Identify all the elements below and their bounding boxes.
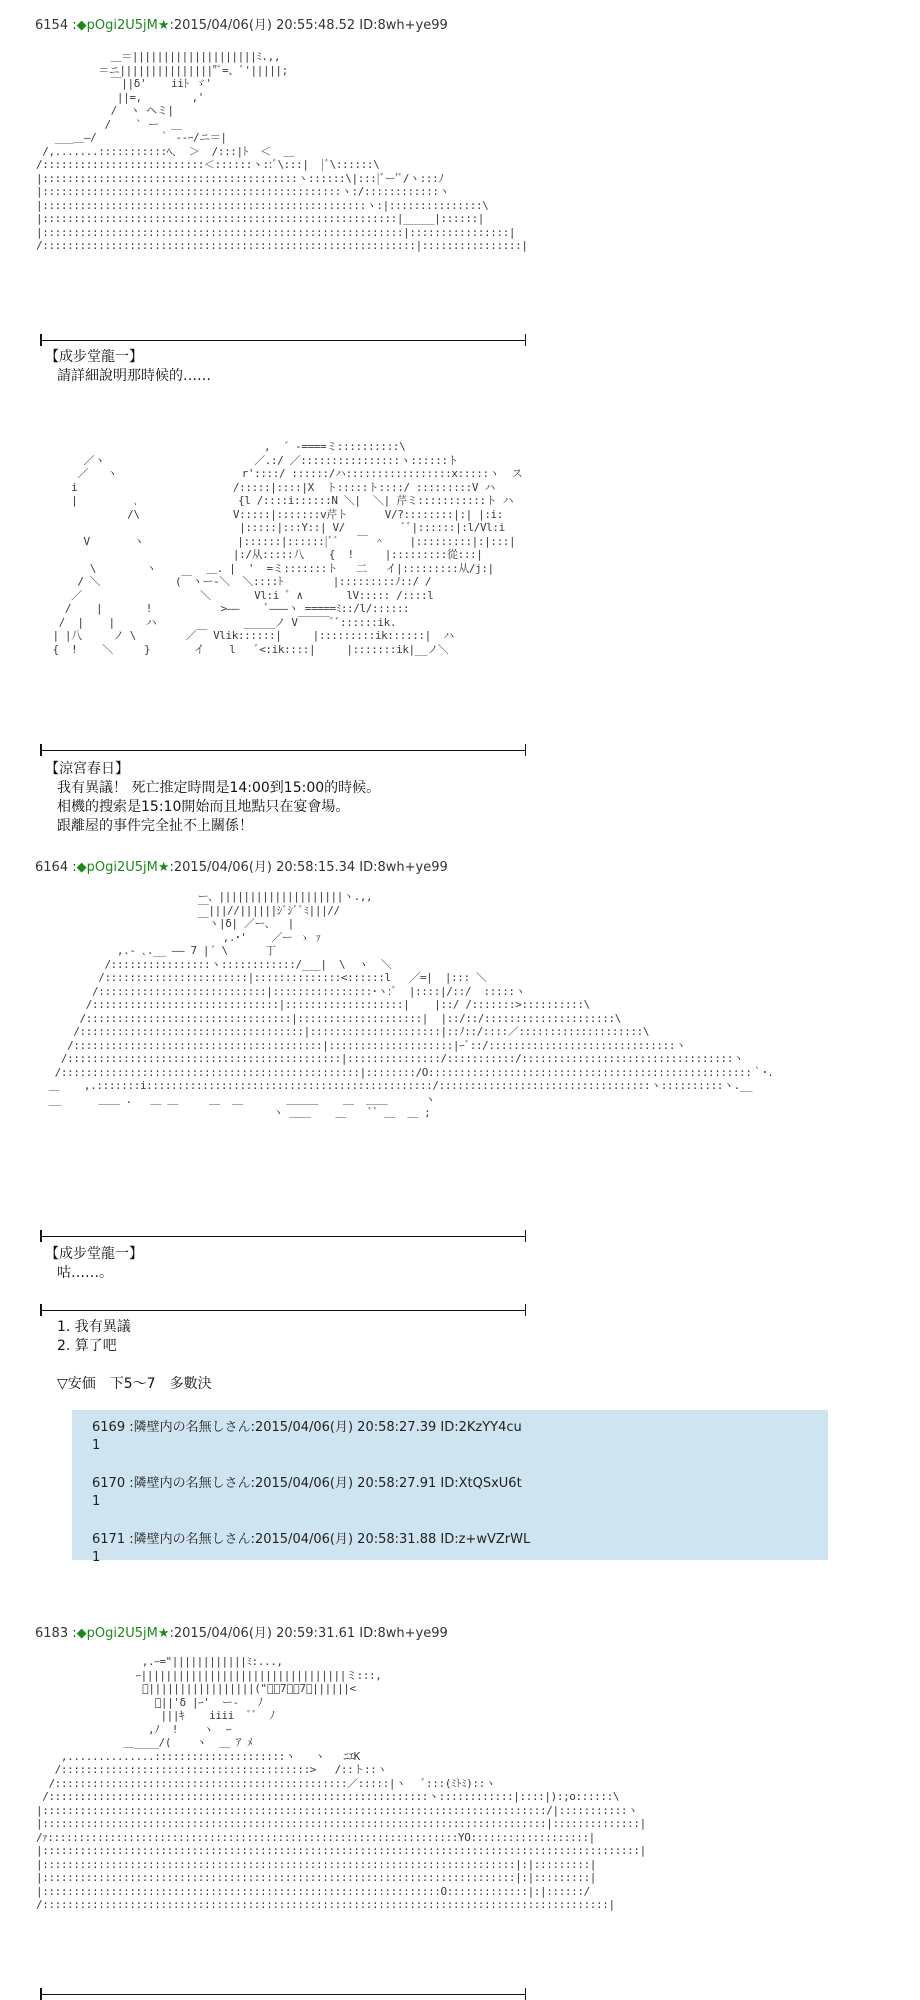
response-item [92, 1472, 522, 1509]
dialog-line: 相機的搜索是15:10開始而且地點只在宴會場。 [57, 799, 350, 815]
post-header-6154: 6154 :◆pOgi2U5jM★:2015/04/06(月) 20:55:48.52 ID:8wh+ye99 [35, 18, 448, 33]
response-item [92, 1416, 522, 1453]
dialog-block [45, 1245, 143, 1283]
star-icon: ★ [157, 1626, 170, 1641]
post-number: 6183 [35, 1626, 69, 1641]
post-date: 2015/04/06(月) 20:55:48.52 ID:8wh+ye99 [173, 18, 448, 33]
dialog-block [45, 760, 380, 836]
tripcode: ◆pOgi2U5jM [76, 1626, 158, 1641]
tripcode: ◆pOgi2U5jM [76, 860, 158, 875]
speaker-name: 【成步堂龍一】 [45, 349, 143, 365]
divider [40, 750, 526, 751]
response-item [92, 1528, 530, 1565]
dialog-line: 我有異議！ 死亡推定時間是14:00到15:00的時候。 [57, 780, 381, 796]
post-header-6164: 6164 :◆pOgi2U5jM★:2015/04/06(月) 20:58:15.34 ID:8wh+ye99 [35, 860, 448, 875]
choice-2: 2. 算了吧 [57, 1338, 117, 1354]
response-header: 6171 :隣壁内の名無しさん:2015/04/06(月) 20:58:31.88 ID:z+wVZrWL [92, 1532, 531, 1547]
ascii-art-haruhi: , ´ -====ミ::::::::::\ ／ヽ ／.:/ ／::::::::::::::::ヽ::::::ト ／ ヽ r'::::/ ::::::/ハ:::::::::::::::::x:::::ヽ ス i /:::::|::::|X ト:::::ト::::/ :::::::::V ハ | ､ {l /::::i::::::N ＼| ＼| 芹ミ:::::::::::ト ハ /\ V:::::|:::::::v芹ト V/?::::::::|:| |:i: |:::::|:::Y::| V/ ﾞﾞ|::::::|:l/Vl:i V ヽ |::::::|::::::|ﾞﾞ ￣ ＾ |:::::::::|:|:::| |:/从:::::八 { ! |:::::::::從:::| \ ヽ ＿. | ' =ミ:::::::ト 二 イ|:::::::::从/j:| / ＼ (￣ヽー-＼ ＼::::ﾄ |:::::::::ﾉ::/ / ／ ＼ Vl:i ﾞ ∧ lV::::: /::::l / | ! >―― ﾞ―――ヽ =====ﾐ::/l/:::::: / | | ハ _____ノ V￣￣￣ﾞﾞ::::::ik. | |八 ノ \ ／￣ Vlik::::::| |:::::::::ik::::::| ハ { ! ＼ } イ l ﾞ<:ik::::| |:::::::ik|__ノ＼ [52, 440, 523, 656]
dialog-line: 請詳細說明那時候的…… [57, 368, 211, 384]
star-icon: ★ [157, 18, 170, 33]
choice-list [57, 1318, 131, 1356]
response-body: 1 [92, 1438, 101, 1453]
speaker-name: 【成步堂龍一】 [45, 1246, 143, 1262]
post-number: 6164 [35, 860, 69, 875]
ascii-art-naruhodo-3: ,.ｰ="||||||||||||ﾐ:..., ｰ|||||||||||||||||||||||||||||||||ミ:::, ﾞ|||||||||||||||||("ﾞﾞ7ﾞﾞ7ﾞ||||||< ﾞ||'δ |ｰ' ー- ﾉ |||ｷ iiii ﾞﾞ ﾉ ,ﾉ ! ヽ ｰ ＿____/( ヽ ＿ ｱ ﾒ ,..............:::::::::::::::::::::ヽ ヽ ﾆｴK /::::::::::::::::::::::::::::::::::::::::> /::ト::ヽ /:::::::::::::::::::::::::::::::::::::::::::::::／:::::|ヽ ﾞ:::(ﾐﾄﾐ)::ヽ /:::::::::::::::::::::::::::::::::::::::::::::::::::::::::::::ヽ::::::::::::|::::|):;o::::::\ |:::::::::::::::::::::::::::::::::::::::::::::::::::::::::::::::::::::::::::::::::/|:::::::::::ヽ |:::::::::::::::::::::::::::::::::::::::::::::::::::::::::::::::::::::::::::::::::|::::::::::::::| /ｧ::::::::::::::::::::::::::::::::::::::::::::::::::::::::::::::::::YO:::::::::::::::::::| |::::::::::::::::::::::::::::::::::::::::::::::::::::::::::::::::::::::::::::::::::::::::::::::::| |::::::::::::::::::::::::::::::::::::::::::::::::::::::::::::::::::::::::::::|:|:::::::::| |::::::::::::::::::::::::::::::::::::::::::::::::::::::::::::::::::::::::::::|:|:::::::::| |::::::::::::::::::::::::::::::::::::::::::::::::::::::::::::::::O:::::::::::::|:|::::::/ /:::::::::::::::::::::::::::::::::::::::::::::::::::::::::::::::::::::::::::::::::::::::::::| [36, 1655, 646, 1911]
response-body: 1 [92, 1494, 101, 1509]
anka-instruction: ▽安価 下5～7 多數決 [57, 1376, 212, 1392]
choice-1: 1. 我有異議 [57, 1319, 131, 1335]
post-number: 6154 [35, 18, 69, 33]
response-header: 6170 :隣壁内の名無しさん:2015/04/06(月) 20:58:27.91 ID:XtQSxU6t [92, 1476, 522, 1491]
divider [40, 1236, 526, 1237]
tripcode: ◆pOgi2U5jM [76, 18, 158, 33]
speaker-name: 【涼宮春日】 [45, 761, 129, 777]
divider [40, 340, 526, 341]
divider [40, 1310, 526, 1311]
response-header: 6169 :隣壁内の名無しさん:2015/04/06(月) 20:58:27.39 ID:2KzYY4cu [92, 1420, 522, 1435]
star-icon: ★ [157, 860, 170, 875]
dialog-line: 跟離屋的事件完全扯不上關係！ [57, 818, 253, 834]
dialog-line: 咕……。 [57, 1265, 113, 1281]
post-date: 2015/04/06(月) 20:58:15.34 ID:8wh+ye99 [173, 860, 448, 875]
post-date: 2015/04/06(月) 20:59:31.61 ID:8wh+ye99 [173, 1626, 448, 1641]
post-header-6183: 6183 :◆pOgi2U5jM★:2015/04/06(月) 20:59:31.61 ID:8wh+ye99 [35, 1626, 448, 1641]
responses-box [72, 1410, 828, 1565]
ascii-art-naruhodo-2: ー、||||||||||||||||||||ヽ.,, ￣|||//||||||ｼﾞｼﾞﾞﾐ|||// ￣ヽ|δ| ／ー、 | ,.･' ／ー ゝ ｧ ,.‐ ､.__ ―― 7 |´ \ 丁 /::::::::::::::::ヽ::::::::::::/___| \ ヽ ＼ /:::::::::::::::::::::::|::::::::::::::<::::::l ／=| |::: ＼ /:::::::::::::::::::::::::::|::::::::::::::::･ヽ:ﾞ |::::|/::/ :::::ヽ /::::::::::::::::::::::::::::::|:::::::::::::::::::| |::/ /:::::::>::::::::::\ /:::::::::::::::::::::::::::::::::|::::::::::::::::::::| |::/::/:::::::::::::::::::::\ /::::::::::::::::::::::::::::::::::::|:::::::::::::::::::::|::ﾉ::/::::／::::::::::::::::::::\ /::::::::::::::::::::::::::::::::::::::::|::::::::::::::::::::|ｰﾞ::/::::::::::::::::::::::::::::::ヽ /::::::::::::::::::::::::::::::::::::::::::::|:::::::::::::::/:::::::::::/::::::::::::::::::::::::::::::::::ヽ /::::::::::::::::::::::::::::::::::::::::::::::::|::::::::/O::::::::::::::::::::::::::::::::::::::::::::::::::::｀･. ＿ ,.:::::::i::::::::::::::::::::::::::::::::::::::::::::::/::::::::::::::::::::::::::::::::::ヽ::::::::::ヽ.__ __ ＿＿ . ＿ ＿ ＿ ＿ ＿＿＿ ＿ ＿＿ ヽ ヽ ＿＿ ＿ ﾞﾞ ＿ ＿ ; [48, 890, 774, 1119]
ascii-art-naruhodo-1: ＿＝||||||||||||||||||||ﾐ.,, ＝ニ|||||||||||||||"ﾞ=、ﾞ'|||||; ￣||δ' iiﾄ ゞ' ||=, ,' / ヽ ヘミ| / ` ー ＿ ___＿―/ ｀ --ｰ/ニ＝| /,.......:::::::::::ﾍ、 ＞ /:::|ﾄ ＜ ＿ /::::::::::::::::::::::::::＜::::::ヽ::ﾞ\:::| |ﾞ\::::::\ |:::::::::::::::::::::::::::::::::::::::::ヽ::::::\|:::|ﾞー'ﾞ/ヽ:::ﾉ |::::::::::::::::::::::::::::::::::::::::::::::::ヽ:/::::::::::::ヽ |::::::::::::::::::::::::::::::::::::::::::::::::::::ヽ:|:::::::::::::::\ |:::::::::::::::::::::::::::::::::::::::::::::::::::::::::|_____|::::::| |::::::::::::::::::::::::::::::::::::::::::::::::::::::::::|::::::::::::::::| /::::::::::::::::::::::::::::::::::::::::::::::::::::::::::::|::::::::::::::::| [36, 50, 528, 252]
dialog-block [45, 348, 211, 386]
divider [40, 1994, 526, 1995]
response-body: 1 [92, 1550, 101, 1565]
